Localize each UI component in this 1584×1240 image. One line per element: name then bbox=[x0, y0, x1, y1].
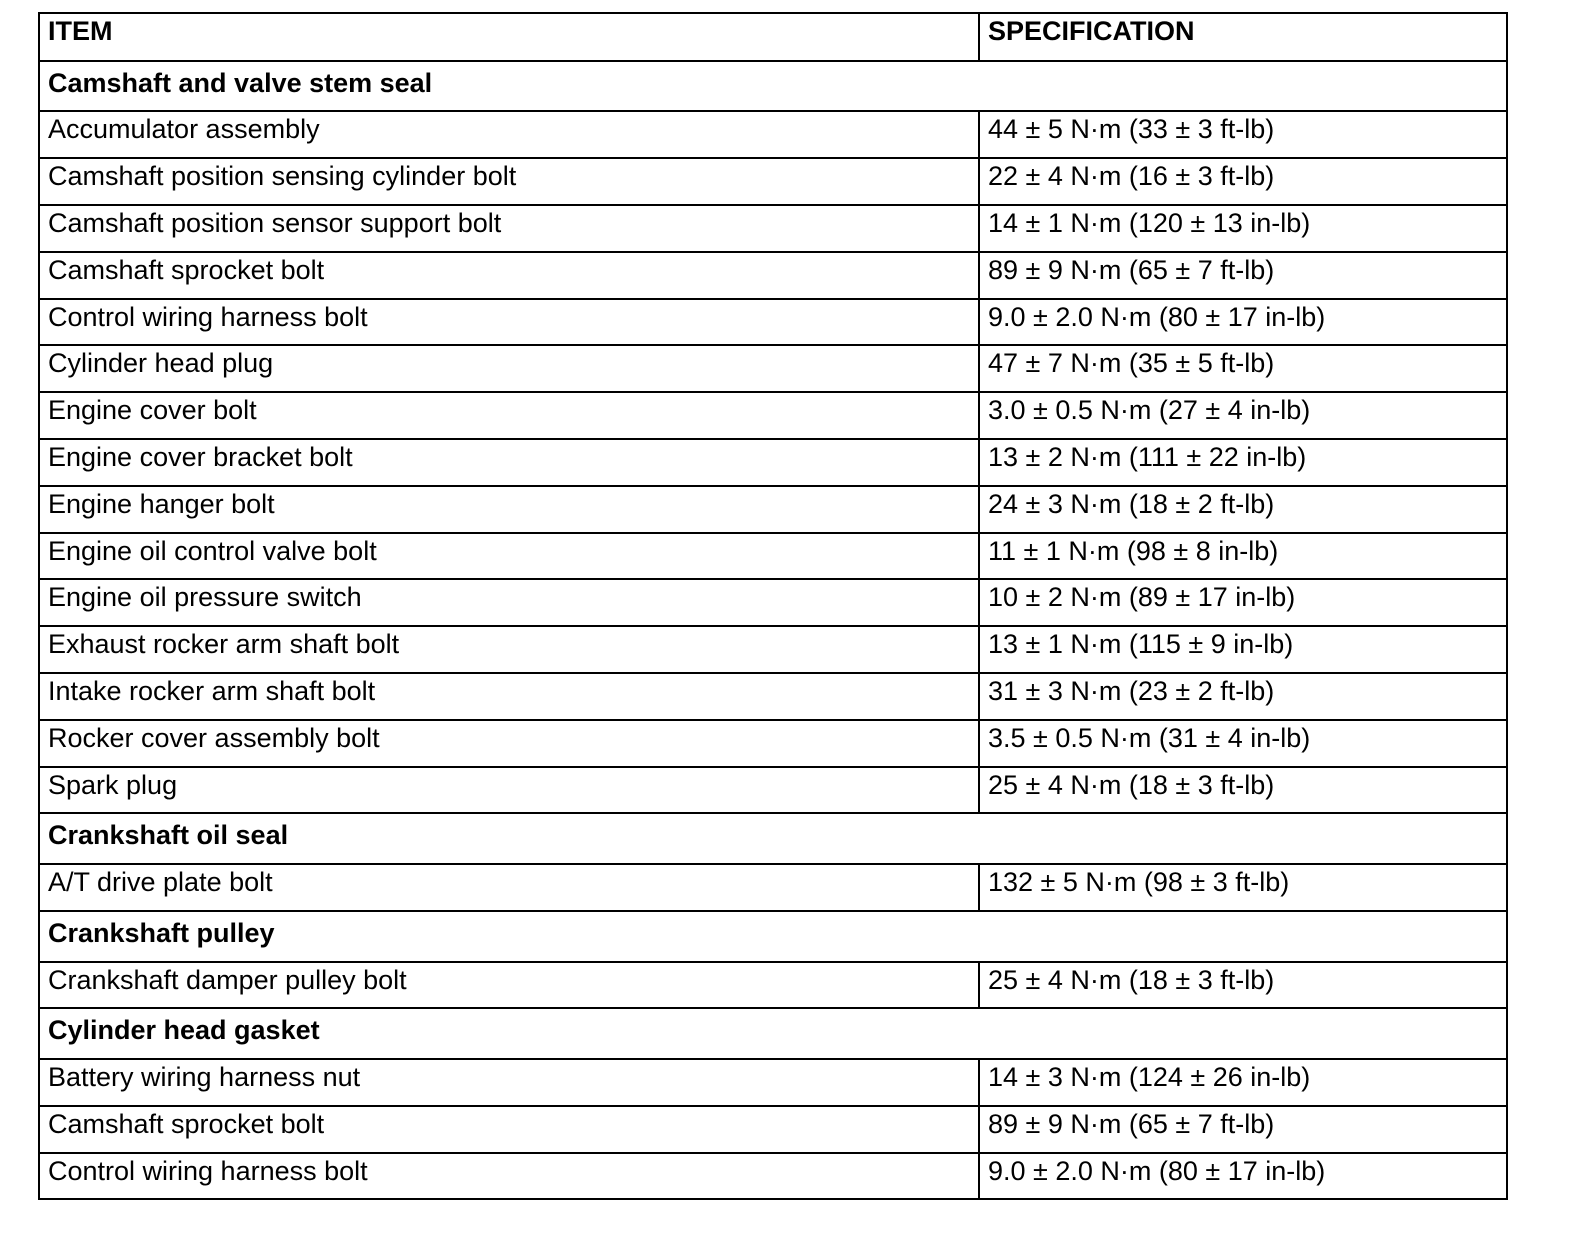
section-title: Cylinder head gasket bbox=[39, 1008, 1507, 1059]
table-row bbox=[39, 962, 1507, 1009]
spec-cell: 10 ± 2 N·m (89 ± 17 in-lb) bbox=[979, 579, 1507, 626]
table-row bbox=[39, 1153, 1507, 1200]
spec-cell: 22 ± 4 N·m (16 ± 3 ft-lb) bbox=[979, 158, 1507, 205]
spec-cell: 3.5 ± 0.5 N·m (31 ± 4 in-lb) bbox=[979, 720, 1507, 767]
spec-cell: 3.0 ± 0.5 N·m (27 ± 4 in-lb) bbox=[979, 392, 1507, 439]
spec-cell: 14 ± 3 N·m (124 ± 26 in-lb) bbox=[979, 1059, 1507, 1106]
item-cell: Intake rocker arm shaft bolt bbox=[39, 673, 979, 720]
spec-cell: 24 ± 3 N·m (18 ± 2 ft-lb) bbox=[979, 486, 1507, 533]
spec-cell: 31 ± 3 N·m (23 ± 2 ft-lb) bbox=[979, 673, 1507, 720]
table-row bbox=[39, 864, 1507, 911]
item-cell: Camshaft sprocket bolt bbox=[39, 252, 979, 299]
item-cell: Engine oil pressure switch bbox=[39, 579, 979, 626]
table-row bbox=[39, 111, 1507, 158]
spec-cell: 9.0 ± 2.0 N·m (80 ± 17 in-lb) bbox=[979, 299, 1507, 346]
item-cell: Cylinder head plug bbox=[39, 345, 979, 392]
item-cell: Battery wiring harness nut bbox=[39, 1059, 979, 1106]
section-title: Crankshaft oil seal bbox=[39, 813, 1507, 864]
table-row bbox=[39, 673, 1507, 720]
table-row bbox=[39, 1059, 1507, 1106]
section-header-row bbox=[39, 911, 1507, 962]
item-cell: Rocker cover assembly bolt bbox=[39, 720, 979, 767]
item-cell: Exhaust rocker arm shaft bolt bbox=[39, 626, 979, 673]
item-cell: Crankshaft damper pulley bolt bbox=[39, 962, 979, 1009]
section-title: Crankshaft pulley bbox=[39, 911, 1507, 962]
item-cell: Camshaft sprocket bolt bbox=[39, 1106, 979, 1153]
spec-cell: 89 ± 9 N·m (65 ± 7 ft-lb) bbox=[979, 252, 1507, 299]
table-row bbox=[39, 345, 1507, 392]
item-cell: A/T drive plate bolt bbox=[39, 864, 979, 911]
item-cell: Camshaft position sensing cylinder bolt bbox=[39, 158, 979, 205]
table-row bbox=[39, 486, 1507, 533]
table-row bbox=[39, 439, 1507, 486]
section-header-row bbox=[39, 1008, 1507, 1059]
spec-cell: 11 ± 1 N·m (98 ± 8 in-lb) bbox=[979, 533, 1507, 580]
section-title: Camshaft and valve stem seal bbox=[39, 61, 1507, 112]
specification-column-header: SPECIFICATION bbox=[979, 13, 1507, 61]
spec-cell: 25 ± 4 N·m (18 ± 3 ft-lb) bbox=[979, 962, 1507, 1009]
item-cell: Engine cover bolt bbox=[39, 392, 979, 439]
table-row bbox=[39, 579, 1507, 626]
spec-cell: 132 ± 5 N·m (98 ± 3 ft-lb) bbox=[979, 864, 1507, 911]
item-cell: Accumulator assembly bbox=[39, 111, 979, 158]
item-cell: Engine oil control valve bolt bbox=[39, 533, 979, 580]
spec-cell: 13 ± 1 N·m (115 ± 9 in-lb) bbox=[979, 626, 1507, 673]
table-row bbox=[39, 533, 1507, 580]
spec-cell: 47 ± 7 N·m (35 ± 5 ft-lb) bbox=[979, 345, 1507, 392]
table-row bbox=[39, 1106, 1507, 1153]
spec-cell: 14 ± 1 N·m (120 ± 13 in-lb) bbox=[979, 205, 1507, 252]
item-cell: Spark plug bbox=[39, 767, 979, 814]
spec-cell: 9.0 ± 2.0 N·m (80 ± 17 in-lb) bbox=[979, 1153, 1507, 1200]
table-row bbox=[39, 626, 1507, 673]
spec-cell: 89 ± 9 N·m (65 ± 7 ft-lb) bbox=[979, 1106, 1507, 1153]
table-row bbox=[39, 158, 1507, 205]
spec-cell: 25 ± 4 N·m (18 ± 3 ft-lb) bbox=[979, 767, 1507, 814]
spec-cell: 44 ± 5 N·m (33 ± 3 ft-lb) bbox=[979, 111, 1507, 158]
item-cell: Control wiring harness bolt bbox=[39, 1153, 979, 1200]
section-header-row bbox=[39, 813, 1507, 864]
table-row bbox=[39, 720, 1507, 767]
item-column-header: ITEM bbox=[39, 13, 979, 61]
item-cell: Engine hanger bolt bbox=[39, 486, 979, 533]
table-row bbox=[39, 392, 1507, 439]
torque-spec-table bbox=[38, 12, 1508, 1200]
table-row bbox=[39, 205, 1507, 252]
item-cell: Control wiring harness bolt bbox=[39, 299, 979, 346]
table-row bbox=[39, 252, 1507, 299]
table-row bbox=[39, 299, 1507, 346]
table-row bbox=[39, 767, 1507, 814]
table-header-row bbox=[39, 13, 1507, 61]
item-cell: Camshaft position sensor support bolt bbox=[39, 205, 979, 252]
section-header-row bbox=[39, 61, 1507, 112]
item-cell: Engine cover bracket bolt bbox=[39, 439, 979, 486]
spec-cell: 13 ± 2 N·m (111 ± 22 in-lb) bbox=[979, 439, 1507, 486]
